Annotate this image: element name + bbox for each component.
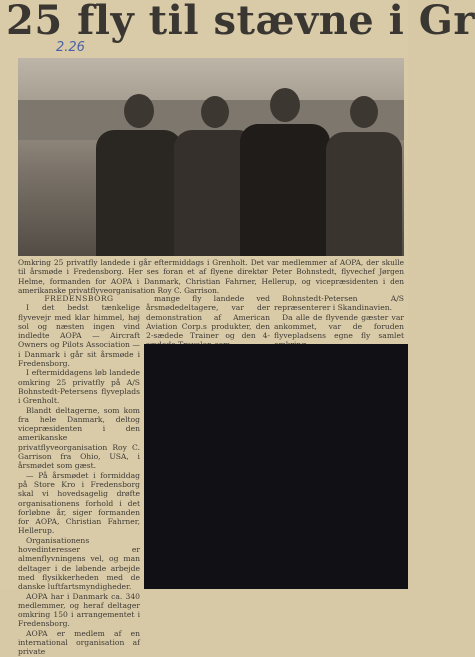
paragraph: I eftermiddagens løb landede omkring 25 privatfly på A/S Bohnstedt-Petersens flyveplads i Grenholt. [18,368,140,406]
paragraph: Bohnstedt-Petersen A/S repræsenterer i Skandinavien. [274,294,404,313]
paragraph: AOPA har i Danmark ca. 340 medlemmer, og heraf deltager omkring 150 i arrangementet i Fredensborg. [18,591,140,629]
person-4 [326,96,402,256]
article-column-3 [274,294,404,350]
headline: 25 fly til stævne i Gr [6,0,475,44]
handwritten-note: 2.26 [56,40,85,55]
person-1 [96,94,182,256]
paragraph: Organisationens hovedinteresser er almenflyvningens vel, og man deltager i de løbende arbejde med flysikkerheden med de danske luftfartsmyndigheder. [18,535,140,592]
paragraph: — På årsmødet i formiddag på Store Kro i Fredensborg skal vi hovedsagelig drøfte organisationens forhold i det forløbne år, siger formanden for AOPA, Christian Fahrner, Hellerup. [18,470,140,536]
dateline: FREDENSBORG [44,294,114,303]
paragraph: Da alle de flyvende gæster var ankommet, var de foruden flyvepladsens egne fly samlet [274,312,404,341]
article-column-2 [146,294,270,350]
paragraph: AOPA er medlem af en international organisation af private [18,628,140,657]
article-column-1 [18,294,140,657]
paragraph: mange fly landede ved årsmødedeltagere, var der demonstration af American Aviation Corp.s produkter, den 2-sædede Trainer og den 4- [146,294,270,341]
photo-caption: Omkring 25 privatfly landede i går eftermiddags i Grenholt. Det var medlemmer af AOPA, der skulle til årsmøde i Fredensborg. Her ses foran et af flyene direktør Peter Bohnstedt, flyvechef Jørgen Helme, formanden for AOPA i Danmark, Christian Fahrner, Hellerup, og vicepræsidenten i den amerikanske privatflyveorganisation Roy C. Garrison. [18,258,404,296]
paragraph: Blandt deltagerne, som kom fra hele Danmark, deltog vicepræsidenten i den amerikanske privatflyveorganisation Roy C. Garrison fra Ohio, USA, i årsmødet som gæst. [18,405,140,471]
news-photo [18,58,404,256]
paragraph: I det bedst tænkelige flyvevejr med klar himmel, høj sol og næsten ingen vind indledte AOPA — Aircraft Owners og Pilots Association — i Danmark i går sit årsmøde i Fredensborg. [18,303,140,369]
scan-background [144,344,408,589]
person-3 [240,88,330,256]
